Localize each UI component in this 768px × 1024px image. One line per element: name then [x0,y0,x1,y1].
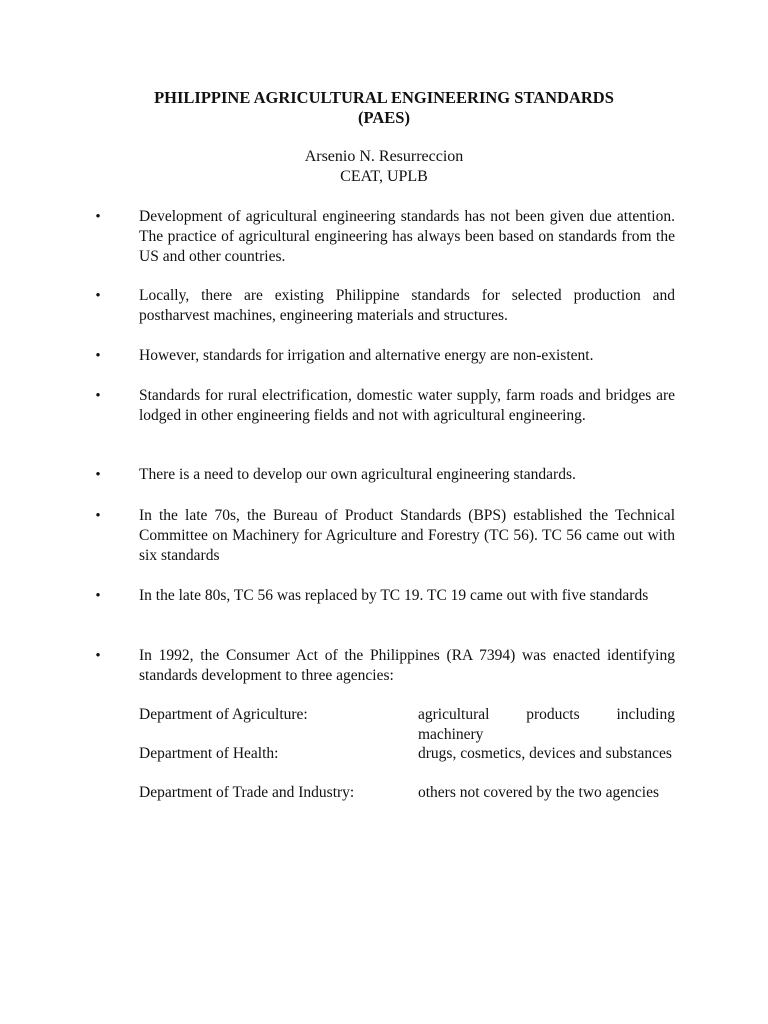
document-title [0,88,768,128]
author-name: Arsenio N. Resurreccion [304,148,464,165]
bullet-dot-icon: • [95,588,101,604]
agency-scope: others not covered by the two agencies [418,784,660,801]
author-affiliation: CEAT, UPLB [340,168,428,185]
agency-name: Department of Trade and Industry: [139,784,355,801]
agency-scope: drugs, cosmetics, devices and substances [418,745,672,762]
bullet-text: In the late 70s, the Bureau of Product Standards (BPS) established the Technical Committee on Machinery for Agriculture and Forestry (TC 56). TC 56 came out with six standards [139,507,675,564]
agency-name: Department of Agriculture: [139,706,308,723]
agency-scope: agricultural products including machinery [418,706,675,743]
bullet-dot-icon: • [95,288,101,304]
bullet-text: Standards for rural electrification, domestic water supply, farm roads and bridges are lodged in other engineering fields and not with agricultural engineering. [139,387,675,424]
agency-row [139,705,675,745]
bullet-dot-icon: • [95,388,101,404]
bullet-dot-icon: • [95,348,101,364]
bullet-text: However, standards for irrigation and alternative energy are non-existent. [139,347,594,364]
agency-name: Department of Health: [139,745,279,762]
bullet-text: In 1992, the Consumer Act of the Philippines (RA 7394) was enacted identifying standards development to three agencies: [139,647,675,684]
title-line-2: (PAES) [358,108,410,127]
bullet-dot-icon: • [95,467,101,483]
bullet-dot-icon: • [95,648,101,664]
bullet-dot-icon: • [95,209,101,225]
bullet-dot-icon: • [95,508,101,524]
agency-row [139,783,675,823]
bullet-text: Locally, there are existing Philippine standards for selected production and postharvest machines, engineering materials and structures. [139,287,675,324]
bullet-text: There is a need to develop our own agricultural engineering standards. [139,466,576,483]
bullet-text: Development of agricultural engineering standards has not been given due attention. The practice of agricultural engineering has always been based on standards from the US and other countries. [139,208,675,265]
title-line-1: PHILIPPINE AGRICULTURAL ENGINEERING STANDARDS [154,88,614,107]
bullet-text: In the late 80s, TC 56 was replaced by TC 19. TC 19 came out with five standards [139,587,649,604]
agency-row [139,744,675,784]
author-block [0,147,768,187]
